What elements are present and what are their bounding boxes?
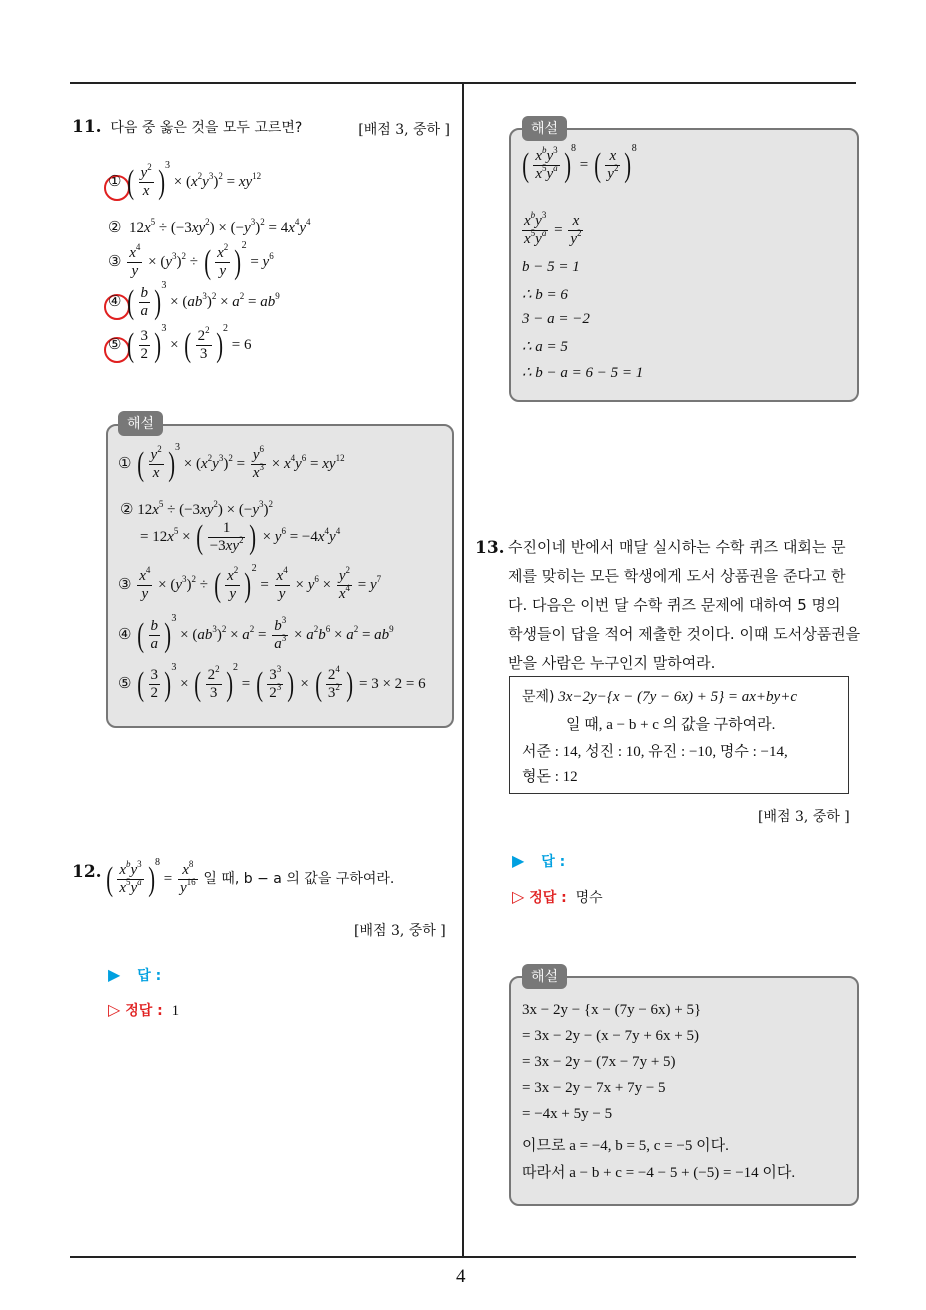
q11-score: [배점 3, 중하 ] (358, 122, 450, 138)
q13-sol-line3: = 3x − 2y − (7x − 7y + 5) (522, 1054, 676, 1070)
q12-correct-label: 정답 : (125, 1003, 163, 1019)
q12-sol-line4: ∴ a = 5 (522, 339, 568, 355)
page-number: 4 (456, 1266, 466, 1287)
play-icon: ▶ (108, 965, 121, 984)
q11-number: 11. (72, 117, 102, 137)
q11-option-5[interactable]: ⑤ ( $\frac{3}{2}$ )$^3$ × ( $\frac{2^2}{3}$ )$^2$ = 6 (108, 322, 252, 364)
q12-solution-tag: 해설 (522, 116, 567, 141)
q13-score: [배점 3, 중하 ] (758, 809, 850, 825)
q11-sol-2a: ② $12x^5 \div (-3xy^2) \times (-y^3)^2$ (120, 499, 273, 518)
option-mark: ② (108, 220, 122, 236)
q12-correct-row (108, 1000, 179, 1020)
q12-answer-row (108, 965, 161, 985)
column-divider (462, 84, 464, 1256)
q13-sol-line6: 이므로 a = −4, b = 5, c = −5 이다. (522, 1138, 729, 1154)
q13-sol-line4: = 3x − 2y − 7x + 7y − 5 (522, 1080, 666, 1096)
q13-text-3: 다. 다음은 이번 달 수학 퀴즈 문제에 대하여 5 명의 (508, 596, 841, 614)
bottom-rule (70, 1256, 856, 1258)
q12-text: 일 때, b − a 의 값을 구하여라. (203, 870, 395, 887)
q13-answers-line2: 형돈 : 12 (522, 769, 578, 785)
q13-sol-line2: = 3x − 2y − (x − 7y + 6x + 5) (522, 1028, 699, 1044)
q13-problem-label: 문제) (522, 689, 555, 705)
q12-sol-line1: b − 5 = 1 (522, 259, 580, 275)
q12-number: 12. (72, 862, 102, 882)
q12-sol-line3: 3 − a = −2 (522, 311, 590, 327)
q13-number: 13. (475, 538, 505, 558)
q13-text-4: 학생들이 답을 적어 제출한 것이다. 이때 도서상품권을 (508, 625, 861, 643)
option-mark: ⑤ (108, 336, 122, 353)
q13-correct-value: 명수 (575, 890, 603, 906)
q13-text-5: 받을 사람은 누구인지 말하여라. (508, 654, 716, 672)
option-mark: ④ (108, 293, 122, 310)
q12-sol-eq1: ( $\frac{x^by^3}{x^5y^a}$ )$^8$ = ( $\frac{x}{y^2}$ )$^8$ (522, 142, 637, 184)
q11-header (72, 117, 450, 137)
q13-problem-line2: 일 때, a − b + c 의 값을 구하여라. (566, 717, 776, 733)
q11-option-4[interactable]: ④ ( $\frac{b}{a}$ )$^3 \times (ab^3)^2 \times a^2 = ab^9$ (108, 279, 280, 321)
q13-problem-line1 (522, 686, 797, 706)
q13-answers-line1: 서준 : 14, 성진 : 10, 유진 : −10, 명수 : −14, (522, 744, 788, 760)
q13-correct-row (512, 887, 603, 907)
q11-option-3[interactable]: ③ $\frac{x^4}{y}$ × $(y^3)^2$ ÷ ( $\frac{x^2}{y}$ )$^2 = y^6$ (108, 239, 274, 281)
option-mark: ① (108, 173, 122, 190)
play-outline-icon: ▷ (108, 1000, 121, 1019)
q13-sol-line7: 따라서 a − b + c = −4 − 5 + (−5) = −14 이다. (522, 1165, 796, 1181)
q12-answer-label: 답 : (137, 968, 162, 984)
q13-solution-tag: 해설 (522, 964, 567, 989)
q11-option-1[interactable]: ① ( $\frac{y^2}{x}$ )$^3 \times (x^2y^3)^2 = xy^{12}$ (108, 159, 262, 201)
q11-sol-3: ③ $\frac{x^4}{y}$ × $(y^3)^2$ ÷ ( $\frac{x^2}{y}$ )$^2$ = $\frac{x^4}{y}$ × $y^6$ × $\frac{y^2}{x^4}$ = $y^7$ (118, 562, 382, 604)
q11-sol-2b: = $12x^5$ × ( $\frac{1}{-3xy^2}$ ) × $y^6 = -4x^4y^4$ (140, 518, 341, 556)
q13-sol-line5: = −4x + 5y − 5 (522, 1106, 613, 1122)
q12-correct-value: 1 (171, 1003, 180, 1019)
q11-sol-4: ④ ( $\frac{b}{a}$ )$^3 \times (ab^3)^2 \times a^2$ = $\frac{b^3}{a^3}$ × $a^2b^6 \times a^2 = ab^9$ (118, 612, 394, 654)
q11-text: 다음 중 옳은 것을 모두 고르면? (110, 120, 303, 136)
q13-text-2: 제를 맞히는 모든 학생에게 도서 상품권을 준다고 한 (508, 567, 846, 585)
option-mark: ③ (108, 253, 122, 270)
q13-sol-line1: 3x − 2y − {x − (7y − 6x) + 5} (522, 1002, 702, 1018)
q13-text-1: 수진이네 반에서 매달 실시하는 수학 퀴즈 대회는 문 (508, 538, 846, 556)
q11-sol-1: ① ( $\frac{y^2}{x}$ )$^3 \times (x^2y^3)^2$ = $\frac{y^6}{x^3}$ × $x^4y^6 = xy^{12}$ (118, 441, 345, 483)
q11-sol-5: ⑤ ( $\frac{3}{2}$ )$^3$ × ( $\frac{2^2}{3}$ )$^2$ = ( $\frac{3^3}{2^3}$ ) × ( $\frac{2^4}{3^2}$ ) = 3 × 2 = 6 (118, 661, 426, 703)
play-icon: ▶ (512, 851, 525, 870)
q12-sol-line5: ∴ b − a = 6 − 5 = 1 (522, 365, 644, 381)
q13-answer-label: 답 : (541, 854, 566, 870)
q13-answer-row (512, 851, 565, 871)
q13-correct-label: 정답 : (529, 890, 567, 906)
q12-sol-eq2: $\frac{x^by^3}{x^5y^a}$ = $\frac{x}{y^2}$ (524, 210, 582, 247)
q11-option-2[interactable]: ② $12x^5 \div (-3xy^2) \times (-y^3)^2 = 4x^4y^4$ (108, 217, 311, 236)
q12-question: ( $\frac{x^by^3}{x^5y^a}$ )$^8$ = $\frac{x^8}{y^{16}}$ 일 때, b − a 의 값을 구하여라. (106, 856, 395, 898)
q13-problem-expr: 3x−2y−{x − (7y − 6x) + 5} = ax+by+c (558, 689, 797, 705)
q12-score: [배점 3, 중하 ] (354, 923, 446, 939)
q12-sol-line2: ∴ b = 6 (522, 287, 568, 303)
q11-solution-tag: 해설 (118, 411, 163, 436)
play-outline-icon: ▷ (512, 887, 525, 906)
